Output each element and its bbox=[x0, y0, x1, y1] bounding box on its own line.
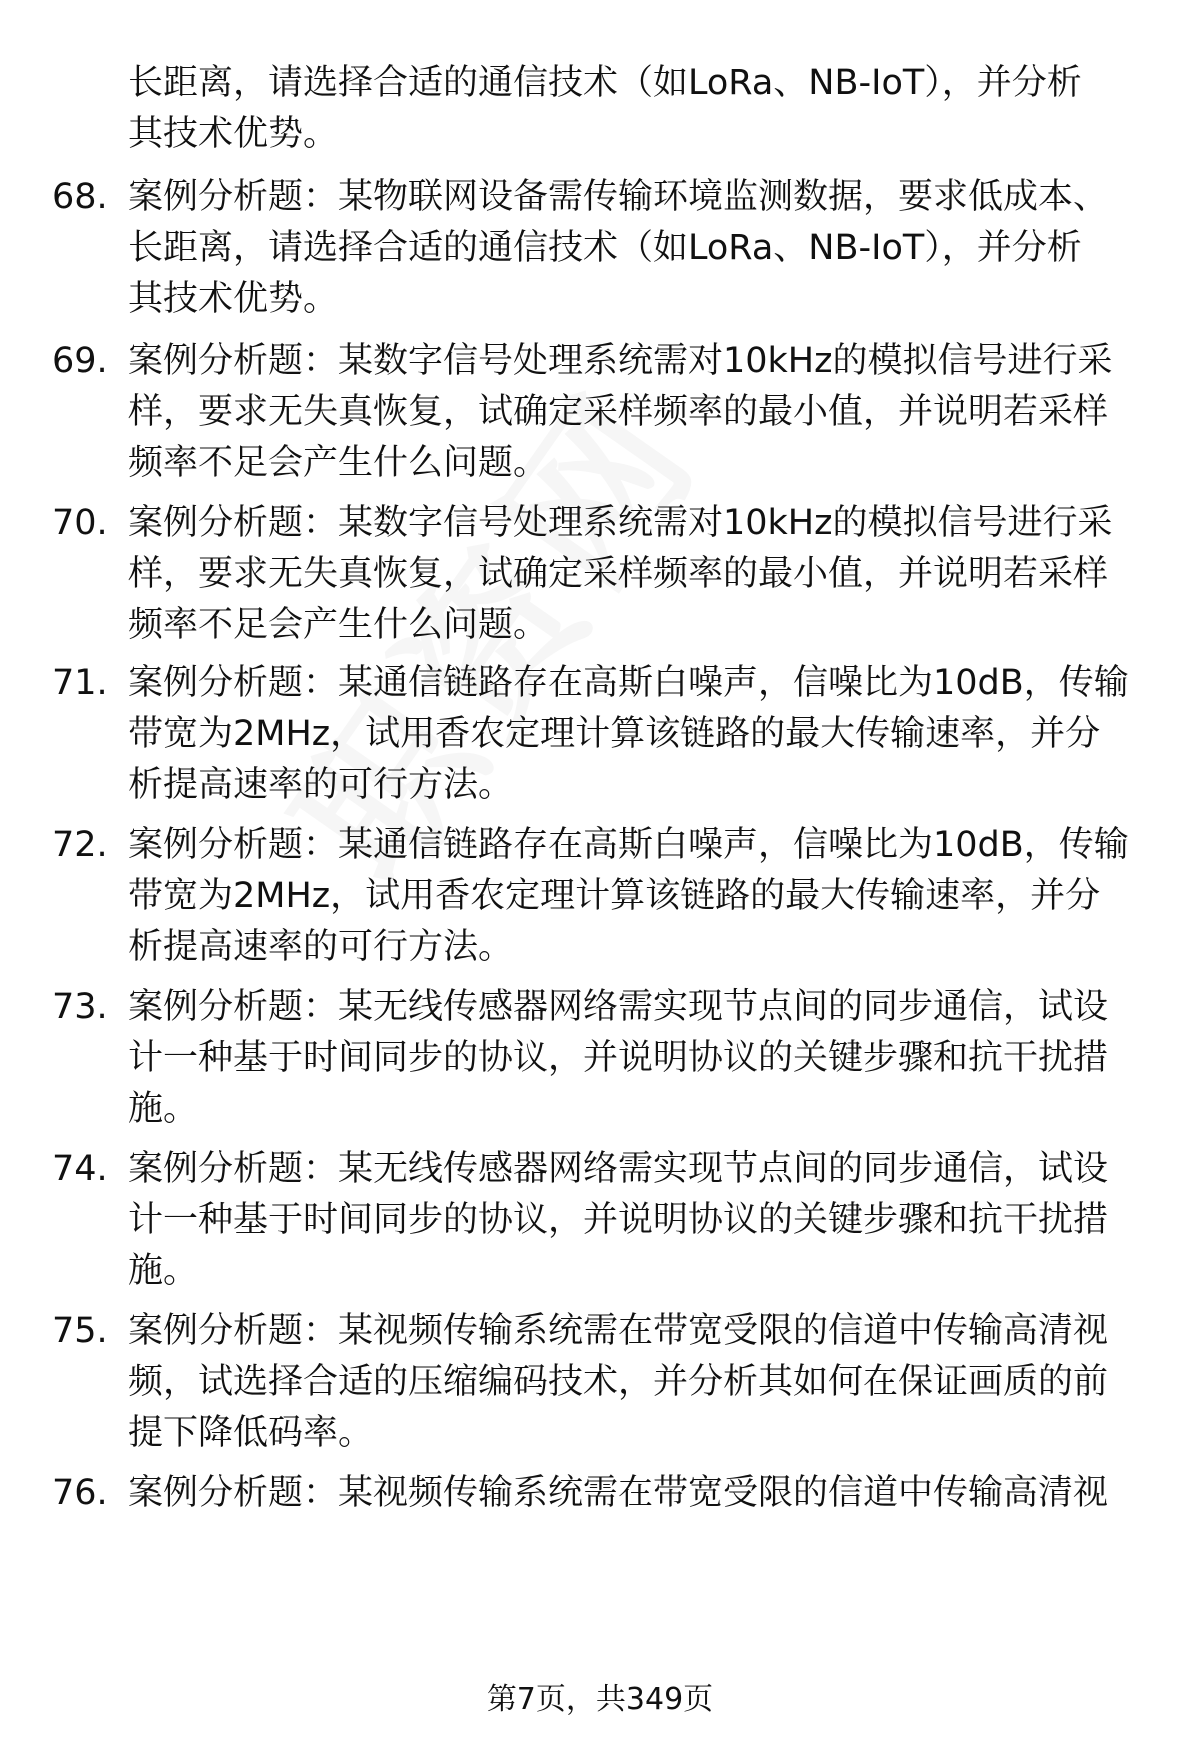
question-number: 69. bbox=[52, 341, 108, 381]
question-text: 案例分析题：某视频传输系统需在带宽受限的信道中传输高清视 频，试选择合适的压缩编码技术，并分析其如何在保证画质的前 提下降低码率。 bbox=[128, 1311, 1109, 1453]
question-text: 案例分析题：某数字信号处理系统需对10kHz的模拟信号进行采 样，要求无失真恢复，试确定采样频率的最小值，并说明若采样 频率不足会产生什么问题。 bbox=[128, 503, 1113, 645]
question-text: 案例分析题：某物联网设备需传输环境监测数据，要求低成本、 长距离，请选择合适的通信技术（如LoRa、NB-IoT），并分析 其技术优势。 bbox=[128, 177, 1109, 319]
question-number: 71. bbox=[52, 663, 108, 703]
question-text: 案例分析题：某通信链路存在高斯白噪声，信噪比为10dB，传输 带宽为2MHz，试用香农定理计算该链路的最大传输速率，并分 析提高速率的可行方法。 bbox=[128, 663, 1129, 805]
page-footer: 第7页，共349页 bbox=[486, 1682, 714, 1717]
question-text: 案例分析题：某无线传感器网络需实现节点间的同步通信，试设 计一种基于时间同步的协议，并说明协议的关键步骤和抗干扰措 施。 bbox=[128, 987, 1109, 1129]
question-number: 70. bbox=[52, 503, 108, 543]
question-number: 75. bbox=[52, 1311, 108, 1351]
question-text: 案例分析题：某视频传输系统需在带宽受限的信道中传输高清视 bbox=[128, 1473, 1109, 1513]
question-text: 案例分析题：某数字信号处理系统需对10kHz的模拟信号进行采 样，要求无失真恢复，试确定采样频率的最小值，并说明若采样 频率不足会产生什么问题。 bbox=[128, 341, 1113, 483]
question-number: 74. bbox=[52, 1149, 108, 1189]
question-text: 案例分析题：某通信链路存在高斯白噪声，信噪比为10dB，传输 带宽为2MHz，试用香农定理计算该链路的最大传输速率，并分 析提高速率的可行方法。 bbox=[128, 825, 1129, 967]
question-text: 案例分析题：某无线传感器网络需实现节点间的同步通信，试设 计一种基于时间同步的协议，并说明协议的关键步骤和抗干扰措 施。 bbox=[128, 1149, 1109, 1291]
question-number: 73. bbox=[52, 987, 108, 1027]
continuation-text: 长距离，请选择合适的通信技术（如LoRa、NB-IoT），并分析 其技术优势。 bbox=[128, 63, 1082, 154]
question-number: 68. bbox=[52, 177, 108, 217]
question-number: 72. bbox=[52, 825, 108, 865]
question-number: 76. bbox=[52, 1473, 108, 1513]
